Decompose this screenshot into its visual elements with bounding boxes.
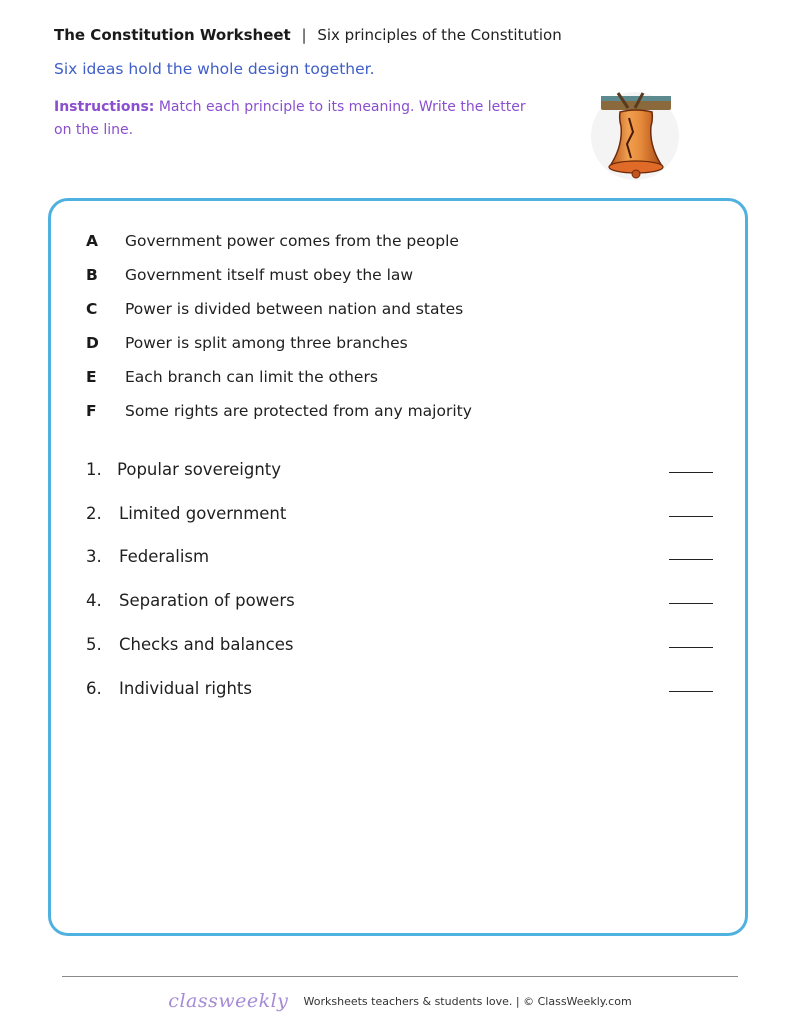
- worksheet-title: The Constitution Worksheet: [54, 26, 291, 44]
- instructions-text: Match each principle to its meaning. Write the letter on the line.: [54, 99, 526, 138]
- meaning-text: Each branch can limit the others: [125, 368, 378, 386]
- meaning-letter: D: [86, 334, 99, 352]
- principle-number: 6.: [86, 679, 102, 698]
- principle-number: 1.: [86, 460, 102, 479]
- meaning-letter: C: [86, 300, 98, 318]
- worksheet-header: [54, 26, 562, 44]
- meaning-letter: E: [86, 368, 97, 386]
- principle-number: 2.: [86, 504, 102, 523]
- meaning-letter: B: [86, 266, 98, 284]
- answer-blank[interactable]: [669, 559, 713, 560]
- principle-text: Popular sovereignty: [117, 460, 282, 479]
- header-separator: |: [301, 26, 307, 44]
- answer-blank[interactable]: [669, 603, 713, 604]
- answer-blank[interactable]: [669, 647, 713, 648]
- meaning-text: Some rights are protected from any majority: [125, 402, 472, 420]
- brand-logo: classweekly: [168, 990, 289, 1012]
- footer-tagline: Worksheets teachers & students love. | © ClassWeekly.com: [303, 994, 632, 1008]
- principle-text: Checks and balances: [119, 635, 294, 654]
- tagline: Six ideas hold the whole design together.: [54, 60, 375, 78]
- meaning-text: Government itself must obey the law: [125, 266, 414, 284]
- instructions: [54, 96, 544, 142]
- meaning-letter: A: [86, 232, 98, 250]
- principle-number: 4.: [86, 591, 102, 610]
- footer-divider: [62, 976, 738, 977]
- answer-blank[interactable]: [669, 691, 713, 692]
- answer-blank[interactable]: [669, 516, 713, 517]
- principle-text: Limited government: [119, 504, 287, 523]
- principle-number: 5.: [86, 635, 102, 654]
- principle-text: Separation of powers: [119, 591, 295, 610]
- meaning-text: Power is split among three branches: [125, 334, 408, 352]
- footer: [0, 990, 800, 1012]
- meaning-letter: F: [86, 402, 97, 420]
- principle-text: Federalism: [119, 547, 210, 566]
- liberty-bell-icon: [583, 88, 687, 184]
- worksheet-subtitle: Six principles of the Constitution: [317, 26, 562, 44]
- meaning-text: Power is divided between nation and states: [125, 300, 464, 318]
- instructions-label: Instructions:: [54, 99, 155, 115]
- principle-number: 3.: [86, 547, 102, 566]
- principle-text: Individual rights: [119, 679, 252, 698]
- answer-blank[interactable]: [669, 472, 713, 473]
- meaning-text: Government power comes from the people: [125, 232, 459, 250]
